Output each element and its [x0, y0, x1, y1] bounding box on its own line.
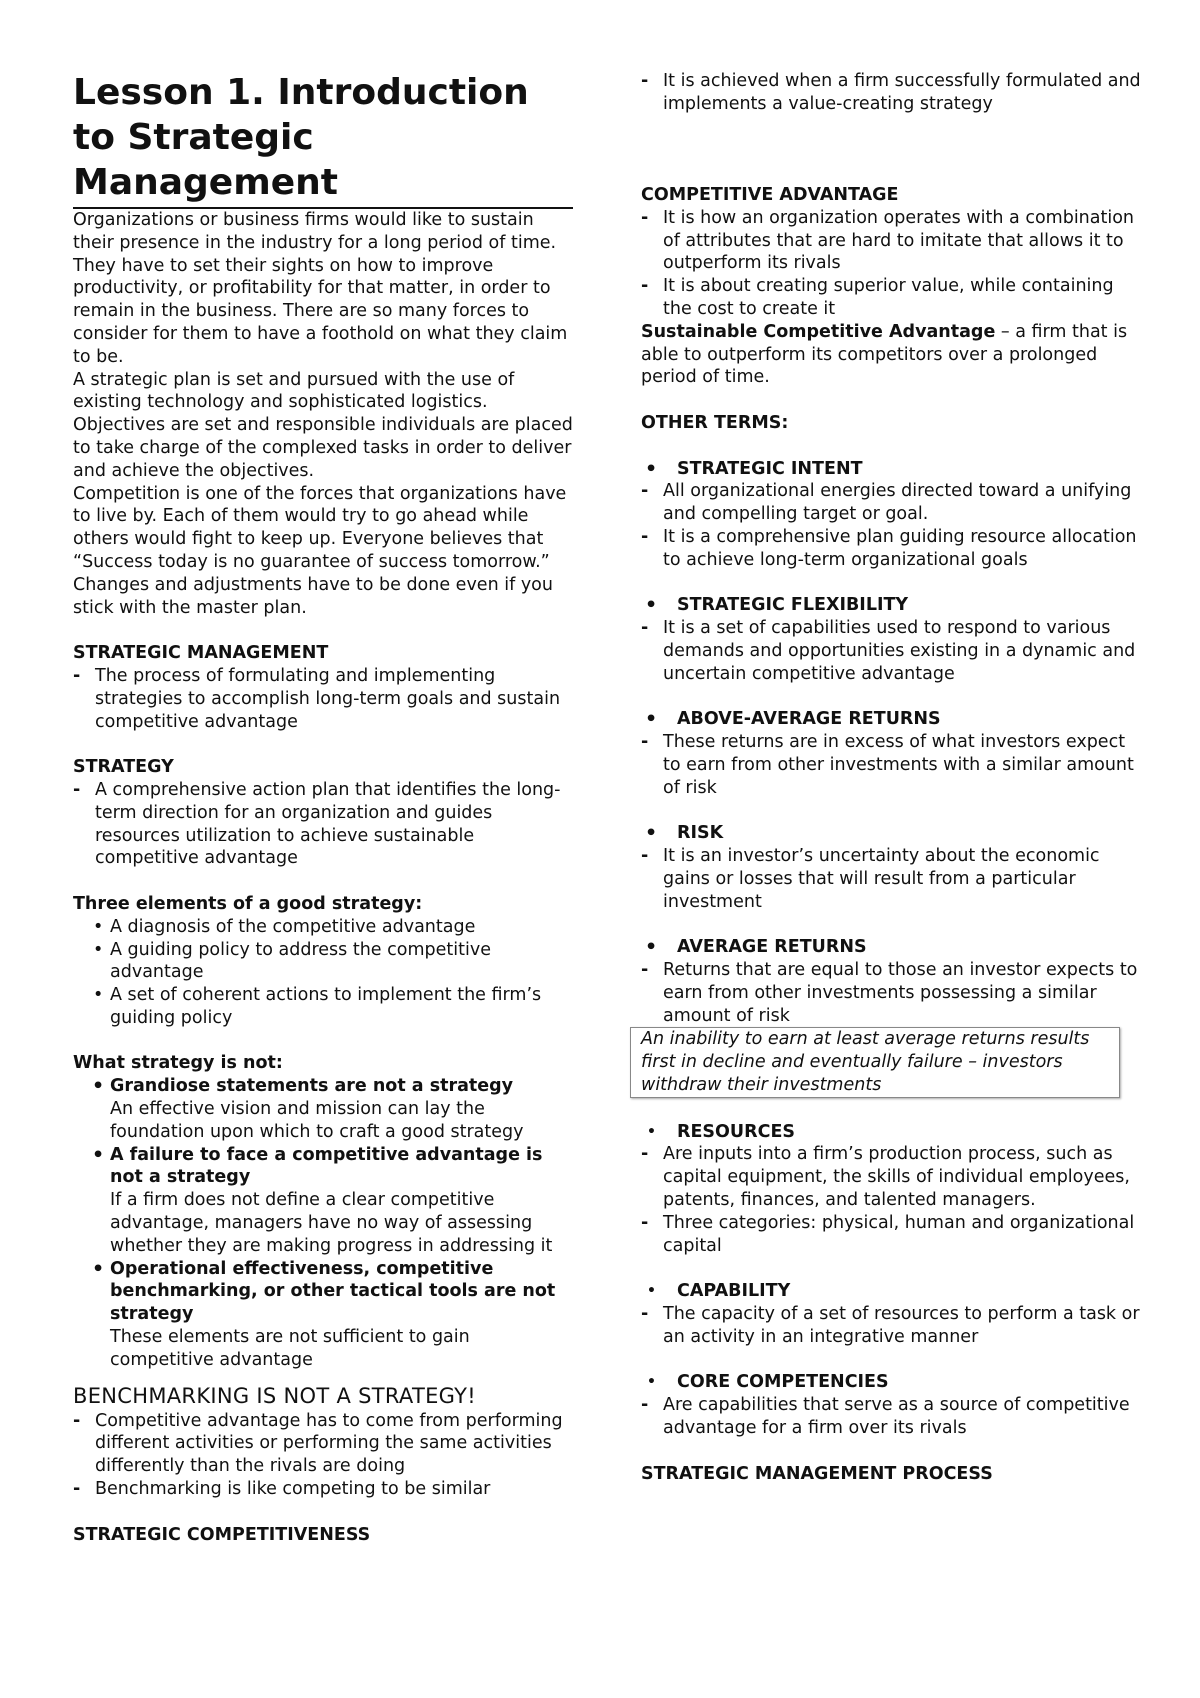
list-item: - It is an investor’s uncertainty about the economic gains or losses that will result from a particular investment: [641, 845, 1141, 913]
definition-list: [641, 731, 1141, 799]
list-item-title: • Grandiose statements are not a strategy: [110, 1076, 514, 1097]
list-item: - It is how an organization operates with a combination of attributes that are hard to imitate that allows it to outperform its rivals: [641, 207, 1141, 275]
section-heading: STRATEGIC MANAGEMENT PROCESS: [641, 1463, 993, 1484]
list-item: - It is a set of capabilities used to respond to various demands and opportunities existing in a dynamic and uncertain competitive advantage: [641, 617, 1141, 685]
list-item-title: • Operational effectiveness, competitive benchmarking, or other tactical tools are not strategy: [110, 1258, 556, 1325]
section-heading: STRATEGIC MANAGEMENT: [73, 643, 329, 664]
sca-term: Sustainable Competitive Advantage: [641, 321, 996, 342]
definition-list: [641, 1143, 1141, 1257]
section-heading: COMPETITIVE ADVANTAGE: [641, 184, 899, 205]
section-heading: Three elements of a good strategy:: [73, 893, 423, 914]
bullet-icon: •: [645, 594, 658, 617]
page-title: Lesson 1. Introduction to Strategic Management: [73, 70, 573, 209]
list-item-desc: If a firm does not define a clear competitive advantage, managers have no way of assessing whether they are making progress in addressing it: [110, 1190, 553, 1256]
list-item-desc: These elements are not sufficient to gain competitive advantage: [110, 1327, 470, 1370]
bullet-icon: •: [645, 822, 658, 845]
definition-list: [641, 845, 1141, 913]
list-item-desc: An effective vision and mission can lay the foundation upon which to craft a good strategy: [110, 1099, 524, 1142]
bullet-icon: •: [645, 457, 658, 480]
right-column: [641, 70, 1141, 1485]
bullet-icon: •: [647, 1374, 656, 1391]
term-heading: • RESOURCES: [647, 1121, 795, 1142]
list-item: - The capacity of a set of resources to perform a task or an activity in an integrative manner: [641, 1303, 1141, 1349]
intro-paragraph: Organizations or business firms would like to sustain their presence in the industry for a long period of time. They have to set their sights on how to improve productivity, or profitability for that matter, in order to remain in the business. There are so many forces to consider for them to have a foothold on what they claim to be.: [73, 210, 568, 367]
term-heading: • ABOVE-AVERAGE RETURNS: [645, 708, 941, 731]
bullet-icon: •: [645, 936, 658, 959]
section-heading: STRATEGIC COMPETITIVENESS: [73, 1524, 371, 1545]
list-item: - A comprehensive action plan that identifies the long-term direction for an organization and guides resources utilization to achieve sustainable competitive advantage: [73, 779, 573, 870]
definition-list: [73, 665, 573, 733]
bullet-icon: •: [645, 708, 658, 731]
definition-list: [641, 617, 1141, 685]
list-item: - Are capabilities that serve as a source of competitive advantage for a firm over its rivals: [641, 1394, 1141, 1440]
list-item: - These returns are in excess of what investors expect to earn from other investments with a similar amount of risk: [641, 731, 1141, 799]
definition-list: [73, 1410, 573, 1501]
section-heading: What strategy is not:: [73, 1053, 283, 1074]
list-item: - It is a comprehensive plan guiding resource allocation to achieve long-term organizational goals: [641, 526, 1141, 572]
list-item: - Three categories: physical, human and organizational capital: [641, 1212, 1141, 1258]
list-item: • A set of coherent actions to implement the firm’s guiding policy: [73, 984, 573, 1030]
bullet-icon: •: [647, 1283, 656, 1300]
bullet-icon: •: [647, 1123, 656, 1140]
sca-definition: [641, 321, 1141, 389]
term-heading: • STRATEGIC INTENT: [645, 457, 863, 480]
section-heading-large: BENCHMARKING IS NOT A STRATEGY!: [73, 1383, 477, 1408]
list-item: - It is about creating superior value, while containing the cost to create it: [641, 275, 1141, 321]
section-heading: OTHER TERMS:: [641, 412, 789, 433]
term-heading: • RISK: [645, 822, 724, 845]
list-item: [73, 1144, 573, 1258]
list-item-title: • A failure to face a competitive advantage is not a strategy: [110, 1144, 543, 1188]
list-item: • A diagnosis of the competitive advantage: [73, 916, 573, 939]
list-item: - Competitive advantage has to come from performing different activities or performing the same activities differently than the rivals are doing: [73, 1410, 573, 1478]
list-item: • A guiding policy to address the competitive advantage: [73, 939, 573, 985]
section-heading: STRATEGY: [73, 757, 174, 778]
definition-list: [641, 959, 1141, 1027]
sca-def: – a firm that is able to outperform its competitors over a prolonged period of time.: [641, 321, 1128, 388]
intro-paragraph: Competition is one of the forces that organizations have to live by. Each of them would try to go ahead while others would fight to keep up. Everyone believes that “Success today is no guarantee of success tomorrow.” Changes and adjustments have to be done even if you stick with the master plan.: [73, 483, 567, 618]
definition-list: [641, 1303, 1141, 1349]
intro-text: [73, 209, 573, 619]
list-item: - Returns that are equal to those an investor expects to earn from other investments possessing a similar amount of risk: [641, 959, 1141, 1027]
list-item: - Are inputs into a firm’s production process, such as capital equipment, the skills of individual employees, patents, finances, and talented managers.: [641, 1143, 1141, 1211]
intro-paragraph: A strategic plan is set and pursued with the use of existing technology and sophisticated logistics. Objectives are set and responsible individuals are placed to take charge of the complexed tasks in order to deliver and achieve the objectives.: [73, 369, 573, 481]
list-item: - Benchmarking is like competing to be similar: [73, 1478, 573, 1501]
bullet-list: [73, 1075, 573, 1371]
definition-list: [641, 70, 1141, 116]
list-item: - The process of formulating and implementing strategies to accomplish long-term goals and sustain competitive advantage: [73, 665, 573, 733]
list-item: [73, 1075, 573, 1143]
list-item: [73, 1258, 573, 1372]
list-item: - It is achieved when a firm successfully formulated and implements a value-creating strategy: [641, 70, 1141, 116]
left-column: [73, 70, 573, 1546]
bullet-list: [73, 916, 573, 1030]
definition-list: [73, 779, 573, 870]
definition-list: [641, 207, 1141, 321]
callout-box: An inability to earn at least average returns results first in decline and eventually failure – investors withdraw their investments: [630, 1027, 1120, 1097]
term-heading: • CORE COMPETENCIES: [647, 1372, 889, 1393]
term-heading: • AVERAGE RETURNS: [645, 936, 867, 959]
term-heading: • CAPABILITY: [647, 1281, 791, 1302]
definition-list: [641, 480, 1141, 571]
list-item: - All organizational energies directed toward a unifying and compelling target or goal.: [641, 480, 1141, 526]
term-heading: • STRATEGIC FLEXIBILITY: [645, 594, 909, 617]
definition-list: [641, 1394, 1141, 1440]
